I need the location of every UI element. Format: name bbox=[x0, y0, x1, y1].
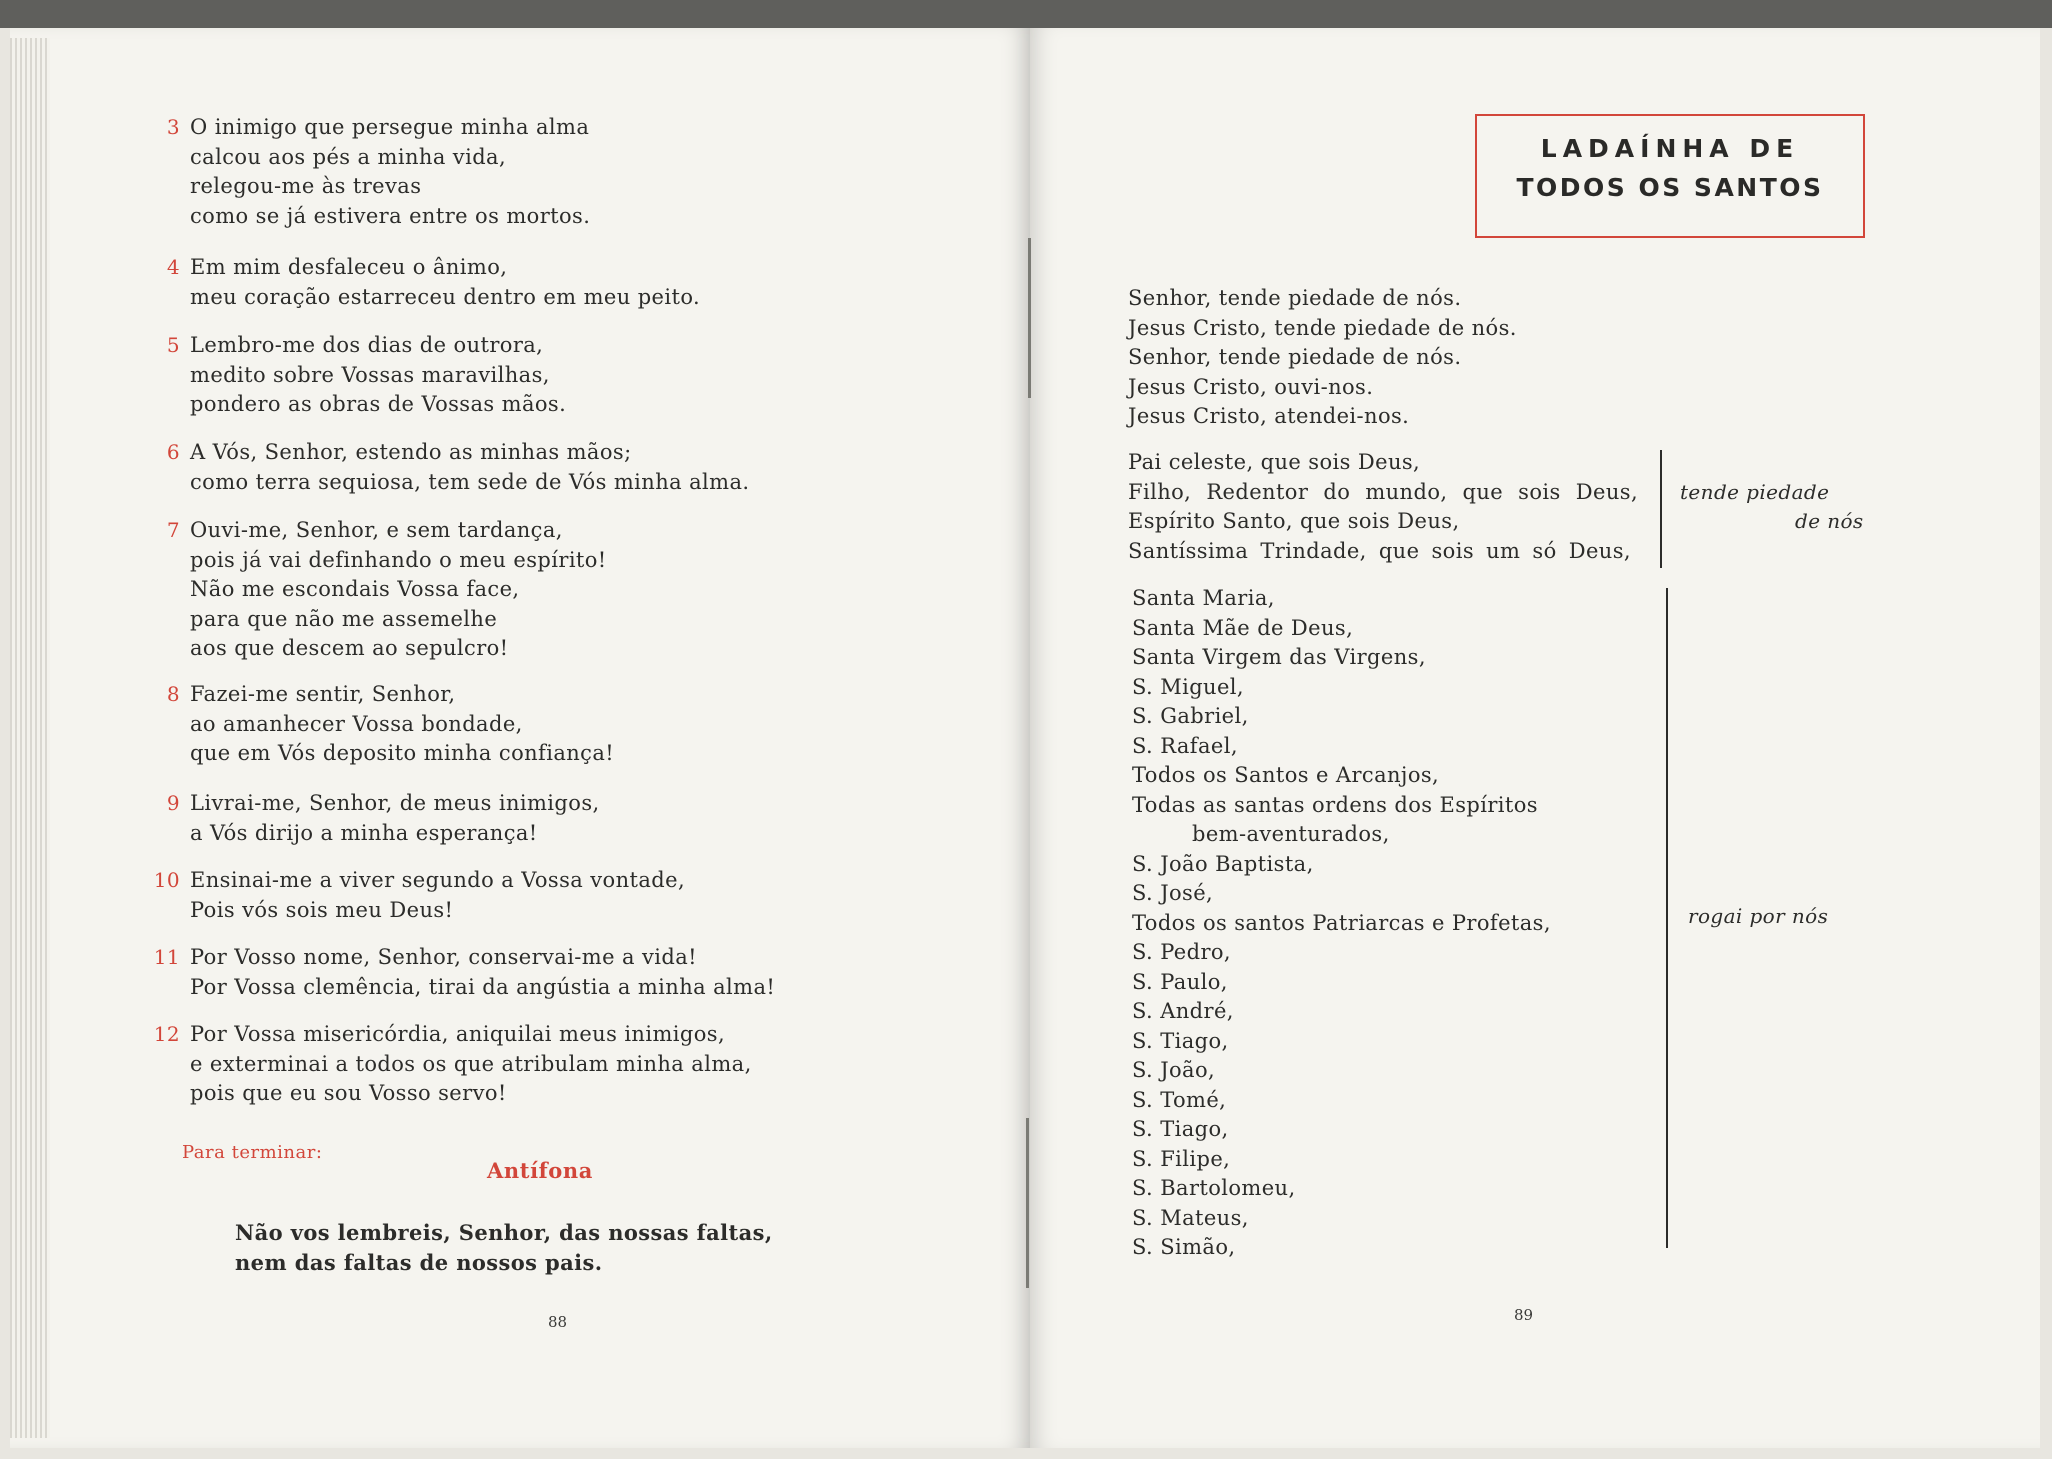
saint-line: S. Filipe, bbox=[1132, 1146, 1231, 1171]
verse-10 bbox=[153, 866, 950, 925]
verse-line: Por Vosso nome, Senhor, conservai-me a vida! bbox=[190, 945, 697, 969]
saint-line: S. Gabriel, bbox=[1132, 704, 1249, 728]
page-number: 88 bbox=[548, 1313, 568, 1331]
verse-line: como se já estivera entre os mortos. bbox=[190, 203, 591, 228]
verse-line: Por Vossa clemência, tirai da angústia a minha alma! bbox=[190, 974, 776, 999]
verse-line: para que não me assemelhe bbox=[190, 606, 498, 631]
verse-line: a Vós dirijo a minha esperança! bbox=[190, 820, 538, 845]
verse-line: Ensinai-me a viver segundo a Vossa vontade, bbox=[190, 868, 686, 892]
verse-line: medito sobre Vossas maravilhas, bbox=[190, 362, 550, 387]
verse-line: ao amanhecer Vossa bondade, bbox=[190, 711, 523, 736]
response-text: rogai por nós bbox=[1688, 904, 1829, 928]
invocation-line: Santíssima Trindade, que sois um só Deus, bbox=[1128, 538, 1631, 563]
invocation-line: Espírito Santo, que sois Deus, bbox=[1128, 509, 1460, 533]
verse-number: 5 bbox=[166, 333, 180, 357]
verse-line: aos que descem ao sepulcro! bbox=[190, 636, 509, 660]
saint-line: Todos os santos Patriarcas e Profetas, bbox=[1132, 910, 1551, 935]
saint-line: bem-aventurados, bbox=[1192, 822, 1390, 846]
verse-line: relegou-me às trevas bbox=[190, 174, 422, 198]
verse-8 bbox=[166, 680, 950, 769]
saint-line: S. Mateus, bbox=[1132, 1205, 1249, 1230]
verse-number: 8 bbox=[166, 682, 180, 706]
verse-12 bbox=[153, 1020, 950, 1109]
verse-number: 6 bbox=[166, 440, 180, 464]
brace bbox=[1666, 588, 1668, 1248]
invocation-line: Senhor, tende piedade de nós. bbox=[1128, 286, 1462, 310]
saint-line: Santa Mãe de Deus, bbox=[1132, 615, 1354, 640]
saint-line: S. José, bbox=[1132, 881, 1214, 905]
verse-line: e exterminai a todos os que atribulam minha alma, bbox=[190, 1051, 752, 1076]
verse-line: A Vós, Senhor, estendo as minhas mãos; bbox=[190, 440, 632, 464]
invocation-line: Jesus Cristo, ouvi-nos. bbox=[1128, 374, 1374, 399]
saint-line: S. Rafael, bbox=[1132, 733, 1238, 758]
verse-number: 4 bbox=[166, 255, 180, 279]
verse-3 bbox=[166, 113, 950, 231]
litany-title-box bbox=[1475, 114, 1865, 238]
invocation-line: Jesus Cristo, tende piedade de nós. bbox=[1128, 315, 1517, 340]
left-page bbox=[10, 28, 1030, 1448]
verse-number: 12 bbox=[153, 1022, 180, 1046]
page-number: 89 bbox=[1514, 1306, 1534, 1324]
verse-line: que em Vós deposito minha confiança! bbox=[190, 741, 615, 765]
binding-thread bbox=[1028, 238, 1031, 398]
closing-label: Para terminar: bbox=[182, 1142, 323, 1163]
saint-line: S. Simão, bbox=[1132, 1235, 1236, 1259]
title-line: TODOS OS SANTOS bbox=[1516, 173, 1824, 202]
saint-line: Santa Maria, bbox=[1132, 586, 1275, 610]
response-text: de nós bbox=[1795, 509, 1864, 533]
verse-line: O inimigo que persegue minha alma bbox=[190, 115, 590, 139]
response-text: tende piedade bbox=[1680, 480, 1830, 504]
verse-line: Pois vós sois meu Deus! bbox=[190, 897, 454, 922]
verse-number: 7 bbox=[166, 518, 180, 542]
saint-line: S. João, bbox=[1132, 1058, 1216, 1082]
saint-line: S. Pedro, bbox=[1132, 940, 1232, 964]
saint-line: S. João Baptista, bbox=[1132, 851, 1314, 876]
saint-line: S. Bartolomeu, bbox=[1132, 1176, 1296, 1200]
verse-line: como terra sequiosa, tem sede de Vós minha alma. bbox=[190, 469, 750, 494]
binding-thread bbox=[1026, 1118, 1029, 1288]
verse-line: pondero as obras de Vossas mãos. bbox=[190, 392, 567, 416]
opening-invocations bbox=[1128, 284, 1517, 432]
saint-line: Santa Virgem das Virgens, bbox=[1132, 645, 1426, 669]
open-book bbox=[0, 28, 2052, 1459]
antiphon-line: nem das faltas de nossos pais. bbox=[235, 1250, 603, 1275]
verse-5 bbox=[166, 331, 950, 420]
invocation-line: Pai celeste, que sois Deus, bbox=[1128, 450, 1421, 474]
verse-line: Em mim desfaleceu o ânimo, bbox=[190, 255, 508, 279]
verse-line: pois já vai definhando o meu espírito! bbox=[190, 547, 607, 572]
saint-line: S. André, bbox=[1132, 999, 1234, 1023]
right-page bbox=[1030, 28, 2040, 1448]
verse-line: Por Vossa misericórdia, aniquilai meus inimigos, bbox=[190, 1022, 726, 1046]
invocation-line: Senhor, tende piedade de nós. bbox=[1128, 345, 1462, 369]
verse-line: calcou aos pés a minha vida, bbox=[190, 144, 507, 169]
brace bbox=[1660, 450, 1662, 568]
antiphon-line: Não vos lembreis, Senhor, das nossas faltas, bbox=[235, 1220, 773, 1245]
saint-line: S. Paulo, bbox=[1132, 969, 1228, 994]
verse-line: pois que eu sou Vosso servo! bbox=[190, 1081, 507, 1105]
verse-line: Fazei-me sentir, Senhor, bbox=[190, 682, 456, 706]
saint-line: Todos os Santos e Arcanjos, bbox=[1132, 763, 1440, 787]
verse-4 bbox=[166, 253, 950, 312]
saint-line: S. Tiago, bbox=[1132, 1117, 1229, 1141]
verse-11 bbox=[153, 943, 950, 1002]
saint-line: S. Miguel, bbox=[1132, 674, 1244, 699]
saint-line: Todas as santas ordens dos Espíritos bbox=[1132, 792, 1538, 817]
verse-9 bbox=[166, 789, 950, 848]
verse-line: Lembro-me dos dias de outrora, bbox=[190, 333, 544, 357]
verse-7 bbox=[166, 516, 950, 664]
antiphon-text bbox=[235, 1218, 773, 1278]
invocation-line: Jesus Cristo, atendei-nos. bbox=[1128, 404, 1410, 428]
saints-invocations bbox=[1132, 584, 1551, 1263]
verse-line: Não me escondais Vossa face, bbox=[190, 577, 520, 601]
title-line: LADAÍNHA DE bbox=[1540, 134, 1800, 163]
verse-number: 3 bbox=[166, 115, 180, 139]
antiphon-title: Antífona bbox=[487, 1158, 593, 1183]
verse-line: meu coração estarreceu dentro em meu peito. bbox=[190, 284, 701, 309]
invocation-line: Filho, Redentor do mundo, que sois Deus, bbox=[1128, 479, 1639, 504]
saint-line: S. Tiago, bbox=[1132, 1028, 1229, 1053]
verse-line: Ouvi-me, Senhor, e sem tardança, bbox=[190, 518, 563, 542]
verse-number: 9 bbox=[166, 791, 180, 815]
verse-line: Livrai-me, Senhor, de meus inimigos, bbox=[190, 791, 600, 815]
verse-6 bbox=[166, 438, 950, 497]
verse-number: 10 bbox=[153, 868, 180, 892]
saint-line: S. Tomé, bbox=[1132, 1087, 1227, 1112]
trinity-invocations bbox=[1128, 448, 1658, 566]
page-edge bbox=[10, 38, 50, 1438]
verse-number: 11 bbox=[153, 945, 180, 969]
